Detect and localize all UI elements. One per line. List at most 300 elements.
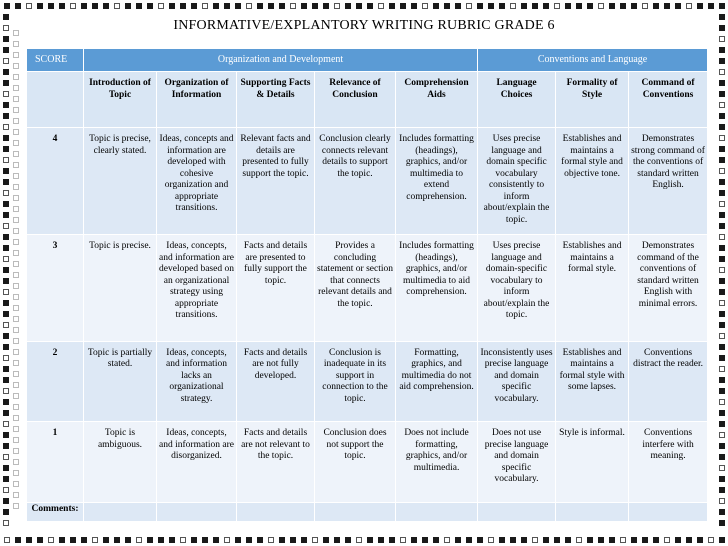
border-square [13, 393, 19, 399]
border-square [13, 41, 19, 47]
rubric-cell: Does not use precise language and domain specific vocabulary. [478, 422, 556, 503]
border-square [3, 476, 9, 482]
border-square [620, 3, 626, 9]
border-square [719, 520, 725, 526]
border-square [13, 129, 19, 135]
table-row [27, 341, 708, 422]
border-square [3, 333, 9, 339]
border-square [488, 3, 494, 9]
comment-cell [237, 502, 315, 521]
border-square [719, 344, 725, 350]
border-square [290, 3, 296, 9]
rubric-cell: Ideas, concepts and information are developed with cohesive organization and appropriate transitions. [157, 128, 237, 235]
border-square [103, 537, 109, 543]
border-square [653, 3, 659, 9]
border-square [3, 146, 9, 152]
rubric-cell: Provides a concluding statement or section that connects relevant details and the topic. [315, 235, 396, 342]
border-square [433, 3, 439, 9]
border-square [3, 344, 9, 350]
score-value: 2 [27, 341, 84, 422]
border-square [719, 333, 725, 339]
border-square [13, 437, 19, 443]
border-square [719, 69, 725, 75]
border-square [356, 537, 362, 543]
border-square [312, 537, 318, 543]
border-square [3, 421, 9, 427]
border-square [191, 537, 197, 543]
border-square [389, 3, 395, 9]
border-square [3, 432, 9, 438]
border-square [565, 3, 571, 9]
border-square [180, 3, 186, 9]
border-square [3, 311, 9, 317]
border-square [719, 509, 725, 515]
border-square [13, 481, 19, 487]
border-square [3, 256, 9, 262]
border-square [686, 3, 692, 9]
criterion-header: Relevance of Conclusion [315, 72, 396, 128]
border-square [13, 151, 19, 157]
rubric-cell: Topic is partially stated. [84, 341, 157, 422]
border-square [719, 102, 725, 108]
border-square [642, 537, 648, 543]
border-square [59, 3, 65, 9]
border-square [455, 3, 461, 9]
border-square [697, 3, 703, 9]
border-square [719, 267, 725, 273]
border-square [13, 184, 19, 190]
border-square [3, 157, 9, 163]
border-square [510, 3, 516, 9]
border-square [3, 179, 9, 185]
border-square [13, 371, 19, 377]
border-square [268, 537, 274, 543]
border-square [719, 432, 725, 438]
border-square [3, 58, 9, 64]
border-square [92, 3, 98, 9]
border-square [3, 80, 9, 86]
border-square [499, 537, 505, 543]
border-square [697, 537, 703, 543]
organization-band-label: Organization and Development [84, 49, 478, 72]
border-square [477, 537, 483, 543]
border-square [345, 3, 351, 9]
border-square [114, 537, 120, 543]
border-square [13, 283, 19, 289]
comments-row [27, 502, 708, 521]
conventions-band-label: Conventions and Language [478, 49, 708, 72]
border-square [367, 537, 373, 543]
border-square [719, 58, 725, 64]
border-square [3, 322, 9, 328]
comment-cell [157, 502, 237, 521]
table-row [27, 235, 708, 342]
border-square [389, 537, 395, 543]
border-square [719, 212, 725, 218]
comment-cell [629, 502, 708, 521]
border-square [13, 173, 19, 179]
border-square [70, 537, 76, 543]
border-square [257, 537, 263, 543]
border-square [620, 537, 626, 543]
comment-cell [84, 502, 157, 521]
border-square [48, 537, 54, 543]
criterion-header: Comprehension Aids [396, 72, 478, 128]
border-square [411, 3, 417, 9]
border-square [675, 537, 681, 543]
border-square [488, 537, 494, 543]
border-square [3, 190, 9, 196]
border-square [598, 537, 604, 543]
border-square [13, 327, 19, 333]
border-square [686, 537, 692, 543]
band-header-row [27, 49, 708, 72]
border-square [301, 3, 307, 9]
border-square [169, 3, 175, 9]
rubric-cell: Ideas, concepts, and information are developed based on an organizational strategy using appropriate transitions. [157, 235, 237, 342]
border-square [576, 537, 582, 543]
border-square [224, 537, 230, 543]
border-square [191, 3, 197, 9]
criteria-header-row [27, 72, 708, 128]
table-row [27, 128, 708, 235]
border-square [13, 250, 19, 256]
border-square [719, 421, 725, 427]
border-square [554, 3, 560, 9]
rubric-cell: Uses precise language and domain-specific vocabulary to inform about/explain the topic. [478, 235, 556, 342]
border-square [92, 537, 98, 543]
border-square [13, 217, 19, 223]
border-square [3, 102, 9, 108]
table-row [27, 422, 708, 503]
border-square [719, 537, 725, 543]
border-square [609, 537, 615, 543]
border-square [587, 537, 593, 543]
border-square [719, 135, 725, 141]
border-square [13, 195, 19, 201]
border-square [13, 470, 19, 476]
border-square [268, 3, 274, 9]
rubric-cell: Establishes and maintains a formal style. [556, 235, 629, 342]
comment-cell [478, 502, 556, 521]
border-square [323, 537, 329, 543]
border-square [719, 377, 725, 383]
border-square [719, 366, 725, 372]
border-square [3, 366, 9, 372]
border-square [3, 223, 9, 229]
border-square [675, 3, 681, 9]
border-square [719, 179, 725, 185]
border-square [334, 537, 340, 543]
border-square [708, 537, 714, 543]
score-value: 3 [27, 235, 84, 342]
border-square [136, 537, 142, 543]
border-square [719, 168, 725, 174]
border-square [158, 3, 164, 9]
border-square [719, 223, 725, 229]
border-square [3, 520, 9, 526]
border-square [3, 69, 9, 75]
border-square [400, 3, 406, 9]
border-square [598, 3, 604, 9]
border-square [13, 74, 19, 80]
border-square [59, 537, 65, 543]
border-square [719, 454, 725, 460]
border-square [13, 162, 19, 168]
border-square [158, 537, 164, 543]
criterion-header: Introduction of Topic [84, 72, 157, 128]
rubric-cell: Conclusion does not support the topic. [315, 422, 396, 503]
border-square [719, 124, 725, 130]
border-square [224, 3, 230, 9]
border-square [510, 537, 516, 543]
border-square [400, 537, 406, 543]
border-square [466, 3, 472, 9]
rubric-cell: Includes formatting (headings), graphics, and/or multimedia to aid comprehension. [396, 235, 478, 342]
border-square [81, 537, 87, 543]
border-square [653, 537, 659, 543]
border-square [26, 3, 32, 9]
border-square [13, 272, 19, 278]
border-square [642, 3, 648, 9]
rubric-cell: Formatting, graphics, and multimedia do not aid comprehension. [396, 341, 478, 422]
border-square [631, 3, 637, 9]
border-square [213, 537, 219, 543]
border-square [13, 118, 19, 124]
comment-cell [396, 502, 478, 521]
rubric-cell: Establishes and maintains a formal style with some lapses. [556, 341, 629, 422]
border-square [235, 537, 241, 543]
comments-label: Comments: [27, 502, 84, 521]
border-square [4, 3, 10, 9]
border-square [13, 316, 19, 322]
border-square [13, 85, 19, 91]
border-square [3, 124, 9, 130]
border-square [3, 245, 9, 251]
border-square [202, 537, 208, 543]
border-square [543, 537, 549, 543]
rubric-cell: Ideas, concepts, and information lacks an organizational strategy. [157, 341, 237, 422]
score-value: 4 [27, 128, 84, 235]
border-square [3, 212, 9, 218]
border-square [587, 3, 593, 9]
border-square [3, 454, 9, 460]
rubric-cell: Demonstrates strong command of the conventions of standard written English. [629, 128, 708, 235]
border-square [13, 338, 19, 344]
border-square [565, 537, 571, 543]
border-square [466, 537, 472, 543]
criterion-header: Command of Conventions [629, 72, 708, 128]
border-square [246, 3, 252, 9]
border-square [367, 3, 373, 9]
rubric-cell: Establishes and maintains a formal style and objective tone. [556, 128, 629, 235]
border-square [13, 239, 19, 245]
border-square [13, 382, 19, 388]
border-square [378, 537, 384, 543]
border-square [719, 157, 725, 163]
border-square [719, 36, 725, 42]
border-square [235, 3, 241, 9]
border-square [290, 537, 296, 543]
border-square [719, 146, 725, 152]
border-square [13, 349, 19, 355]
border-square [3, 300, 9, 306]
border-square [719, 388, 725, 394]
border-square [4, 537, 10, 543]
rubric-cell: Topic is precise. [84, 235, 157, 342]
border-square [719, 322, 725, 328]
border-square [422, 537, 428, 543]
border-square [3, 377, 9, 383]
border-square [3, 91, 9, 97]
border-square [719, 399, 725, 405]
border-square [664, 537, 670, 543]
border-square [312, 3, 318, 9]
border-square [15, 3, 21, 9]
border-square [13, 107, 19, 113]
rubric-cell: Topic is precise, clearly stated. [84, 128, 157, 235]
border-square [719, 47, 725, 53]
border-square [444, 3, 450, 9]
border-square [708, 3, 714, 9]
border-square [719, 278, 725, 284]
border-square [3, 201, 9, 207]
border-square [15, 537, 21, 543]
rubric-cell: Conventions distract the reader. [629, 341, 708, 422]
border-square [3, 36, 9, 42]
criterion-header: Language Choices [478, 72, 556, 128]
border-square [279, 537, 285, 543]
border-square [37, 3, 43, 9]
border-square [576, 3, 582, 9]
border-square [13, 96, 19, 102]
border-square [719, 311, 725, 317]
border-square [257, 3, 263, 9]
border-square [3, 234, 9, 240]
border-square [719, 300, 725, 306]
border-square [378, 3, 384, 9]
rubric-table [26, 48, 708, 522]
score-value: 1 [27, 422, 84, 503]
border-square [719, 201, 725, 207]
border-square [433, 537, 439, 543]
border-square [3, 410, 9, 416]
border-square [3, 47, 9, 53]
border-square [246, 537, 252, 543]
border-square [13, 63, 19, 69]
border-square [345, 537, 351, 543]
criterion-header: Organization of Information [157, 72, 237, 128]
border-square [81, 3, 87, 9]
border-square [444, 537, 450, 543]
border-square [3, 443, 9, 449]
border-square [422, 3, 428, 9]
border-square [719, 465, 725, 471]
border-square [125, 3, 131, 9]
border-square [719, 245, 725, 251]
rubric-cell: Includes formatting (headings), graphics, and/or multimedia to extend comprehension. [396, 128, 478, 235]
border-square [3, 465, 9, 471]
border-square [301, 537, 307, 543]
border-square [455, 537, 461, 543]
border-square [3, 289, 9, 295]
rubric-cell: Ideas, concepts, and information are disorganized. [157, 422, 237, 503]
rubric-cell: Facts and details are presented to fully support the topic. [237, 235, 315, 342]
border-square [3, 487, 9, 493]
border-square [3, 509, 9, 515]
border-square [13, 448, 19, 454]
border-square [202, 3, 208, 9]
border-square [13, 503, 19, 509]
border-square [719, 476, 725, 482]
border-square [3, 498, 9, 504]
border-square [136, 3, 142, 9]
border-square [719, 190, 725, 196]
border-square [3, 135, 9, 141]
border-square [719, 113, 725, 119]
border-square [37, 537, 43, 543]
border-square [103, 3, 109, 9]
border-square [532, 3, 538, 9]
border-square [213, 3, 219, 9]
border-square [13, 305, 19, 311]
border-square [719, 3, 725, 9]
border-square [147, 537, 153, 543]
border-square [719, 355, 725, 361]
comment-cell [556, 502, 629, 521]
border-square [3, 399, 9, 405]
border-square [13, 206, 19, 212]
border-square [719, 487, 725, 493]
border-square [411, 537, 417, 543]
border-square [13, 415, 19, 421]
border-square [180, 537, 186, 543]
border-square [664, 3, 670, 9]
border-square [13, 140, 19, 146]
border-square [70, 3, 76, 9]
rubric-cell: Conclusion clearly connects relevant details to support the topic. [315, 128, 396, 235]
criterion-header: Supporting Facts & Details [237, 72, 315, 128]
border-square [13, 404, 19, 410]
border-square [334, 3, 340, 9]
border-square [477, 3, 483, 9]
border-square [521, 537, 527, 543]
score-band-label: SCORE [27, 49, 84, 72]
border-square [323, 3, 329, 9]
border-square [147, 3, 153, 9]
border-square [3, 355, 9, 361]
border-square [543, 3, 549, 9]
border-square [719, 234, 725, 240]
border-square [719, 256, 725, 262]
rubric-cell: Uses precise language and domain specific vocabulary consistently to inform about/explain the topic. [478, 128, 556, 235]
border-square [609, 3, 615, 9]
border-square [13, 228, 19, 234]
border-square [13, 360, 19, 366]
border-square [3, 388, 9, 394]
border-square [48, 3, 54, 9]
border-square [532, 537, 538, 543]
border-square [499, 3, 505, 9]
border-square [521, 3, 527, 9]
border-square [13, 52, 19, 58]
rubric-cell: Relevant facts and details are presented to fully support the topic. [237, 128, 315, 235]
rubric-cell: Conventions interfere with meaning. [629, 422, 708, 503]
border-square [169, 537, 175, 543]
border-square [719, 91, 725, 97]
border-square [631, 537, 637, 543]
rubric-cell: Conclusion is inadequate in its support in connection to the topic. [315, 341, 396, 422]
